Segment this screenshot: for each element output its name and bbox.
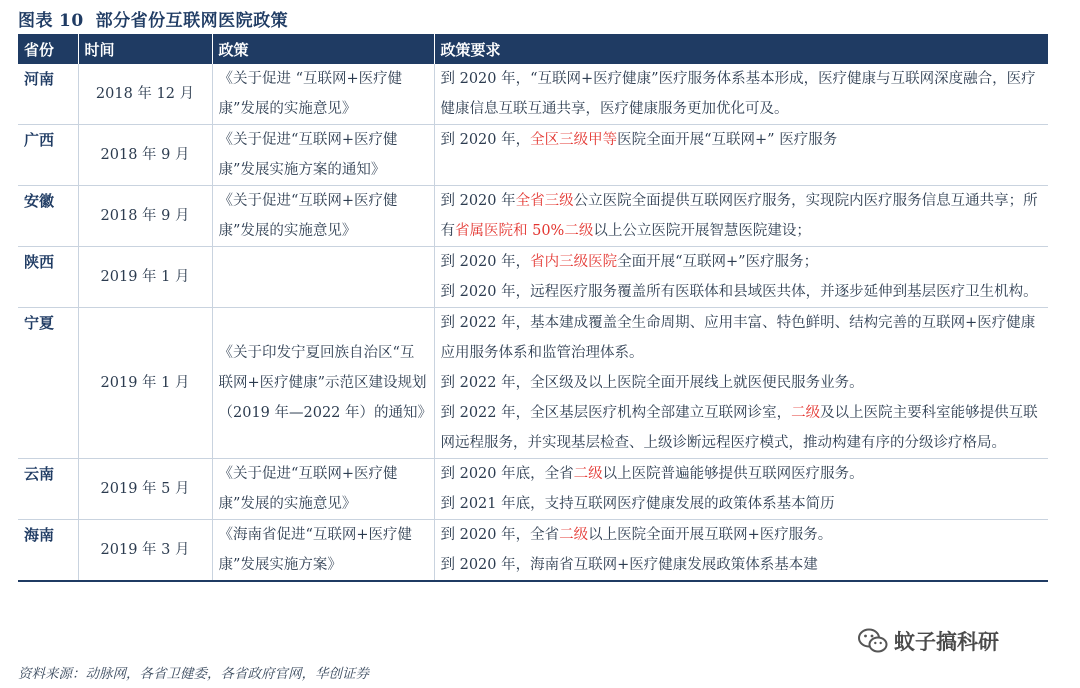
time-cell: 2019 年 5 月 (78, 459, 212, 520)
time-cell: 2019 年 3 月 (78, 520, 212, 582)
policy-cell: 《关于印发宁夏回族自治区“互联网+医疗健康”示范区建设规划（2019 年—2022 年）的通知》 (212, 308, 434, 459)
requirement-line (441, 277, 1043, 307)
requirement-line (441, 308, 1043, 368)
requirement-text: 公立医院全面提供互联网医疗服务，实现院内医疗服务信息互通共享；所有 (440, 193, 1038, 239)
source-note: 资料来源：动脉网，各省卫健委，各省政府官网，华创证券 (18, 666, 369, 682)
requirement-text: 全面开展“互联网+”医疗服务； (617, 254, 819, 270)
header-time: 时间 (78, 34, 212, 64)
time-cell: 2018 年 12 月 (78, 64, 212, 125)
watermark (858, 624, 1003, 658)
requirement-text: 到 2020 年，远程医疗服务覆盖所有医联体和县域医共体，并逐步延伸到基层医疗卫生机构。 (440, 284, 1038, 300)
header-requirements: 政策要求 (434, 34, 1048, 64)
table-row (18, 125, 1048, 186)
requirements-cell (434, 186, 1048, 247)
policy-cell: 《海南省促进“互联网+医疗健康”发展实施方案》 (212, 520, 434, 582)
figure-number: 10 (59, 11, 84, 31)
policy-cell: 《关于促进“互联网+医疗健康”发展的实施意见》 (212, 186, 434, 247)
province-cell: 广西 (18, 125, 78, 186)
requirement-text: 以上医院普遍能够提供互联网医疗服务。 (602, 466, 864, 482)
requirement-text: 到 2020 年， (440, 132, 531, 148)
time-cell: 2018 年 9 月 (78, 125, 212, 186)
requirement-line (441, 186, 1043, 246)
province-cell: 云南 (18, 459, 78, 520)
requirements-cell (434, 308, 1048, 459)
requirement-line (441, 368, 1043, 398)
province-cell: 河南 (18, 64, 78, 125)
policy-cell (212, 247, 434, 308)
policy-table (18, 34, 1048, 582)
requirement-line (441, 459, 1043, 489)
requirement-text: 到 2020 年 (440, 193, 516, 209)
requirements-cell (434, 520, 1048, 582)
policy-cell: 《关于促进 “互联网+医疗健康”发展的实施意见》 (212, 64, 434, 125)
requirements-cell (434, 125, 1048, 186)
requirement-text: 到 2020 年，“互联网+医疗健康”医疗服务体系基本形成，医疗健康与互联网深度融合，医疗健康信息互联互通共享，医疗健康服务更加优化可及。 (440, 71, 1036, 117)
province-cell: 宁夏 (18, 308, 78, 459)
table-row (18, 308, 1048, 459)
province-cell: 海南 (18, 520, 78, 582)
table-header (18, 34, 1048, 64)
highlighted-text: 省内三级医院 (530, 254, 618, 270)
watermark-text: 蚊子搞科研 (894, 630, 999, 654)
requirement-text: 到 2021 年底，支持互联网医疗健康发展的政策体系基本简历 (440, 496, 835, 512)
highlighted-text: 全区三级甲等 (530, 132, 618, 148)
highlighted-text: 二级 (559, 527, 589, 543)
requirement-line (441, 398, 1043, 458)
figure-title-prefix: 图表 (18, 11, 53, 31)
requirements-cell (434, 247, 1048, 308)
highlighted-text: 二级 (573, 466, 603, 482)
header-province: 省份 (18, 34, 78, 64)
requirement-text: 到 2022 年，全区级及以上医院全面开展线上就医便民服务业务。 (440, 375, 864, 391)
requirement-text: 到 2020 年底，全省 (440, 466, 574, 482)
requirement-text: 以上医院全面开展互联网+医疗服务。 (588, 527, 833, 543)
requirement-line (441, 489, 1043, 519)
requirement-text: 及以上医院主要科室能够提供互联网远程服务，并实现基层检查、上级诊断远程医疗模式，推动构建有序的分级诊疗格局。 (440, 405, 1038, 451)
requirements-cell (434, 459, 1048, 520)
policy-cell: 《关于促进“互联网+医疗健康”发展实施方案的通知》 (212, 125, 434, 186)
table-body (18, 64, 1048, 581)
highlighted-text: 二级 (791, 405, 821, 421)
table-row (18, 520, 1048, 582)
figure-title-text: 部分省份互联网医院政策 (95, 11, 289, 31)
table-row (18, 459, 1048, 520)
wechat-icon (858, 628, 888, 654)
province-cell: 陕西 (18, 247, 78, 308)
header-policy: 政策 (212, 34, 434, 64)
time-cell: 2019 年 1 月 (78, 247, 212, 308)
requirement-line (441, 550, 1043, 580)
table-row (18, 64, 1048, 125)
requirement-text: 医院全面开展“互联网+” 医疗服务 (617, 132, 838, 148)
requirement-text: 到 2022 年，全区基层医疗机构全部建立互联网诊室， (440, 405, 792, 421)
table-row (18, 247, 1048, 308)
requirement-line (441, 247, 1043, 277)
requirement-text: 到 2022 年，基本建成覆盖全生命周期、应用丰富、特色鲜明、结构完善的互联网+医疗健康应用服务体系和监管治理体系。 (440, 315, 1036, 361)
highlighted-text: 省属医院和 50%二级 (455, 223, 594, 239)
highlighted-text: 全省三级 (515, 193, 574, 209)
figure-title (18, 6, 288, 30)
requirement-text: 到 2020 年， (440, 254, 531, 270)
requirement-text: 以上公立医院开展智慧医院建设； (593, 223, 811, 239)
requirement-text: 到 2020 年，全省 (440, 527, 560, 543)
policy-cell: 《关于促进“互联网+医疗健康”发展的实施意见》 (212, 459, 434, 520)
requirement-line (441, 64, 1043, 124)
requirement-line (441, 125, 1043, 155)
table-row (18, 186, 1048, 247)
time-cell: 2019 年 1 月 (78, 308, 212, 459)
requirement-text: 到 2020 年，海南省互联网+医疗健康发展政策体系基本建 (440, 557, 818, 573)
requirements-cell (434, 64, 1048, 125)
requirement-line (441, 520, 1043, 550)
province-cell: 安徽 (18, 186, 78, 247)
time-cell: 2018 年 9 月 (78, 186, 212, 247)
